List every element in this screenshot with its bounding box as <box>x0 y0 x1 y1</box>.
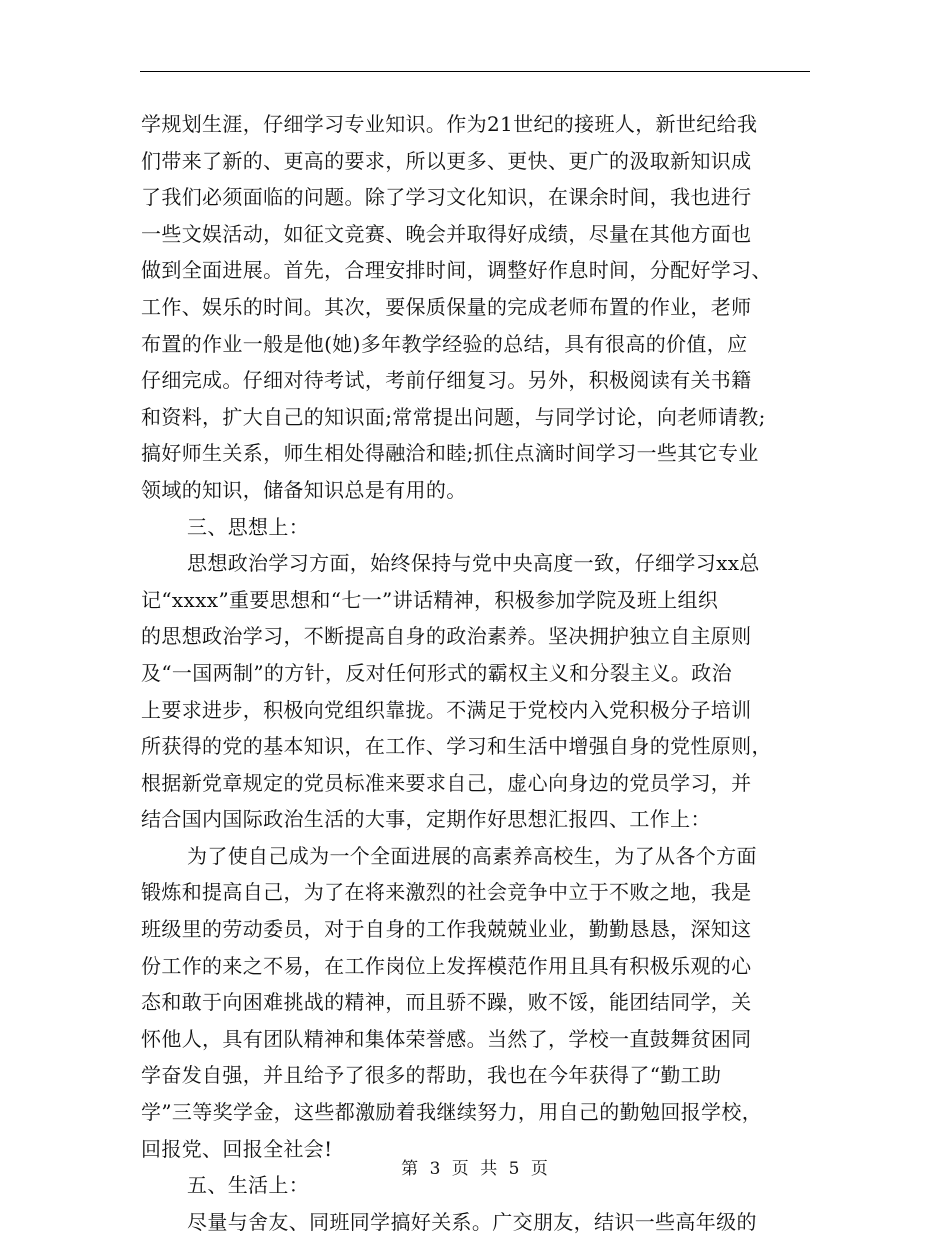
text-line: 学规划生涯，仔细学习专业知识。作为21世纪的接班人，新世纪给我 <box>141 112 758 136</box>
text-line: 做到全面进展。首先，合理安排时间，调整好作息时间，分配好学习、 <box>141 258 772 283</box>
text-line: 学”三等奖学金，这些都激励着我继续努力，用自己的勤勉回报学校， <box>141 1100 763 1125</box>
text-line: 份工作的来之不易，在工作岗位上发挥模范作用且具有积极乐观的心 <box>141 953 752 978</box>
text-line: 及“一国两制”的方针，反对任何形式的霸权主义和分裂主义。政治 <box>141 660 732 685</box>
text-line: 尽量与舍友、同班同学搞好关系。广交朋友，结识一些高年级的 <box>187 1209 757 1234</box>
text-line: 们带来了新的、更高的要求，所以更多、更快、更广的汲取新知识成 <box>141 148 752 173</box>
text-line: 三、思想上： <box>187 514 310 539</box>
text-line: 态和敢于向困难挑战的精神，而且骄不躁，败不馁，能团结同学，关 <box>141 990 752 1015</box>
text-line: 仔细完成。仔细对待考试，考前仔细复习。另外，积极阅读有关书籍 <box>141 368 752 393</box>
text-line: 和资料，扩大自己的知识面;常常提出问题，与同学讨论，向老师请教; <box>141 404 766 429</box>
text-line: 学奋发自强，并且给予了很多的帮助，我也在今年获得了“勤工助 <box>141 1063 722 1088</box>
text-line: 搞好师生关系，师生相处得融洽和睦;抓住点滴时间学习一些其它专业 <box>141 441 759 466</box>
text-line: 布置的作业一般是他(她)多年教学经验的总结，具有很高的价值，应 <box>141 331 748 356</box>
text-line: 根据新党章规定的党员标准来要求自己，虚心向身边的党员学习，并 <box>141 770 752 795</box>
page-footer: 第 3 页 共 5 页 <box>401 1159 549 1179</box>
text-line: 工作、娱乐的时间。其次，要保质保量的完成老师布置的作业，老师 <box>141 294 752 319</box>
text-line: 记“xxxx”重要思想和“七一”讲话精神，积极参加学院及班上组织 <box>141 587 719 612</box>
text-line: 班级里的劳动委员，对于自身的工作我兢兢业业，勤勤恳恳，深知这 <box>141 917 752 942</box>
text-line: 怀他人，具有团队精神和集体荣誉感。当然了，学校一直鼓舞贫困同 <box>141 1026 752 1051</box>
document-body <box>141 106 813 1240</box>
text-line: 为了使自己成为一个全面进展的高素养高校生，为了从各个方面 <box>187 843 757 868</box>
text-line: 的思想政治学习，不断提高自身的政治素养。坚决拥护独立自主原则 <box>141 624 752 649</box>
text-line: 了我们必须面临的问题。除了学习文化知识，在课余时间，我也进行 <box>141 185 752 210</box>
text-line: 锻炼和提高自己，为了在将来激烈的社会竞争中立于不败之地，我是 <box>141 880 752 905</box>
text-line: 回报党、回报全社会! <box>141 1136 333 1161</box>
text-line: 领域的知识，储备知识总是有用的。 <box>141 477 467 502</box>
text-line: 五、生活上： <box>187 1173 310 1198</box>
text-line: 上要求进步，积极向党组织靠拢。不满足于党校内入党积极分子培训 <box>141 697 752 722</box>
header-rule <box>140 71 810 72</box>
text-line: 一些文娱活动，如征文竞赛、晚会并取得好成绩，尽量在其他方面也 <box>141 221 752 246</box>
text-line: 所获得的党的基本知识，在工作、学习和生活中增强自身的党性原则， <box>141 734 772 759</box>
text-line: 结合国内国际政治生活的大事，定期作好思想汇报四、工作上： <box>141 807 711 832</box>
text-line: 思想政治学习方面，始终保持与党中央高度一致，仔细学习xx总 <box>187 551 760 576</box>
